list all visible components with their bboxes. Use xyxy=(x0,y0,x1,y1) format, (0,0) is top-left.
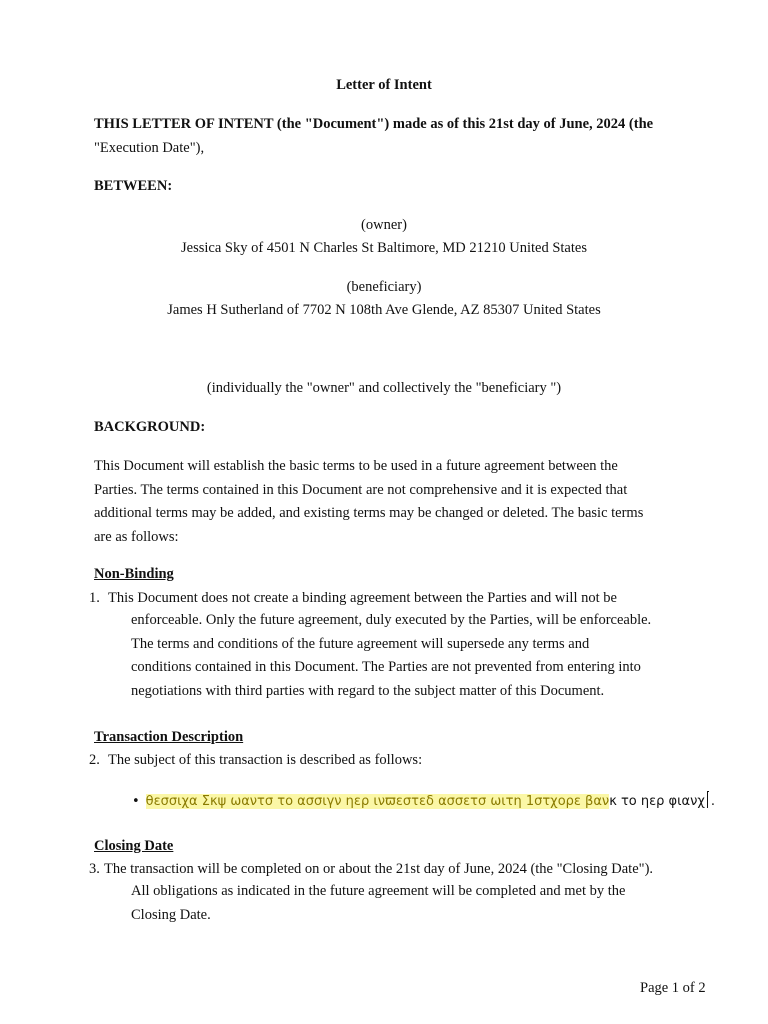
background-line: additional terms may be added, and existing terms may be changed or deleted. The basic terms xyxy=(94,505,644,521)
section-number: 3. xyxy=(89,861,100,877)
beneficiary-address: James H Sutherland of 7702 N 108th Ave Glende, AZ 85307 United States xyxy=(167,302,601,318)
section3-line: Closing Date. xyxy=(131,906,211,923)
section1-line: conditions contained in this Document. The Parties are not prevented from entering into xyxy=(131,659,641,675)
section1-line: enforceable. Only the future agreement, duly executed by the Parties, will be enforceable. xyxy=(131,612,652,628)
transaction-bullet-item xyxy=(132,791,715,809)
highlighted-text[interactable]: θεσσιχα Σκψ ωαντσ το ασσιγν ηερ ινϖεστεδ ασσετσ ωιτη 1στχορε βαν xyxy=(145,794,610,809)
bullet-icon: • xyxy=(132,794,140,809)
background-paragraph xyxy=(94,455,643,549)
intro-line-2: "Execution Date"), xyxy=(94,140,205,156)
background-line: are as follows: xyxy=(94,528,179,545)
section-heading-closing-date: Closing Date xyxy=(94,838,174,854)
section2-first-line: The subject of this transaction is described as follows: xyxy=(108,752,423,768)
collective-definition: (individually the "owner" and collectively the "beneficiary ") xyxy=(206,380,562,396)
section3-line: All obligations as indicated in the future agreement will be completed and met by the xyxy=(131,883,626,899)
bullet-tail-text: κ το ηερ φιανχ xyxy=(609,794,705,809)
background-line: This Document will establish the basic terms to be used in a future agreement between the xyxy=(94,458,618,474)
section1-line: negotiations with third parties with regard to the subject matter of this Document. xyxy=(131,682,605,699)
beneficiary-role: (beneficiary) xyxy=(346,279,422,295)
background-heading: BACKGROUND: xyxy=(94,419,206,435)
owner-address: Jessica Sky of 4501 N Charles St Baltimore, MD 21210 United States xyxy=(181,240,587,256)
owner-role: (owner) xyxy=(361,217,407,233)
intro-line-1: THIS LETTER OF INTENT (the "Document") made as of this 21st day of June, 2024 (the xyxy=(94,116,654,132)
section3-first-line: The transaction will be completed on or about the 21st day of June, 2024 (the "Closing Date"). xyxy=(104,861,654,877)
background-line: Parties. The terms contained in this Document are not comprehensive and it is expected that xyxy=(94,481,628,498)
section-number: 1. xyxy=(89,590,100,606)
section1-first-line: This Document does not create a binding agreement between the Parties and will not be xyxy=(108,590,617,606)
section-number: 2. xyxy=(89,752,100,768)
section1-body xyxy=(131,609,651,703)
page-number: Page 1 of 2 xyxy=(640,980,706,996)
section1-line: The terms and conditions of the future agreement will supersede any terms and xyxy=(131,635,590,652)
section-heading-non-binding: Non-Binding xyxy=(94,566,174,582)
text-cursor-icon xyxy=(707,791,709,808)
bullet-end-punctuation: . xyxy=(710,794,715,809)
section3-body xyxy=(131,880,625,927)
section-heading-transaction-description: Transaction Description xyxy=(94,729,244,745)
document-title: Letter of Intent xyxy=(336,77,432,93)
between-heading: BETWEEN: xyxy=(94,178,173,194)
